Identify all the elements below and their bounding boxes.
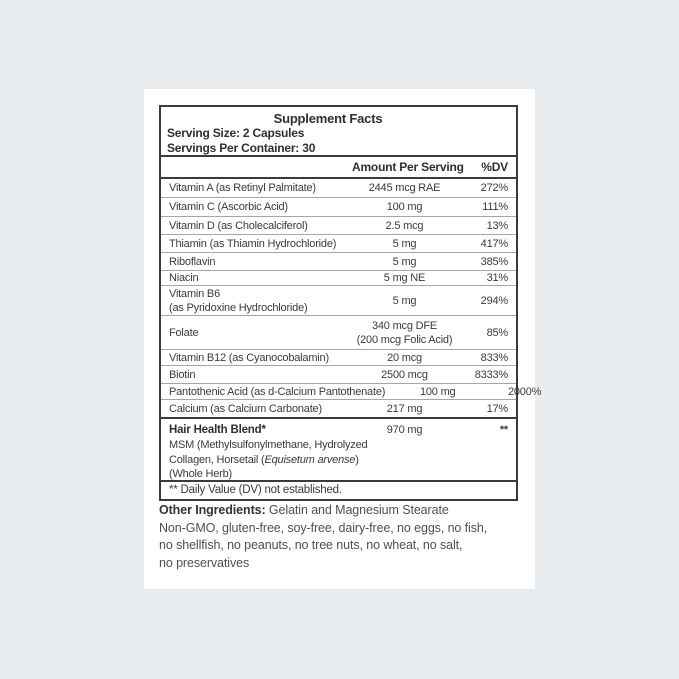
blend-dv: ** <box>499 423 508 436</box>
nutrient-dv: 13% <box>486 219 508 232</box>
nutrient-amount-line1: 340 mcg DFE <box>371 319 438 332</box>
nutrient-name-line1: Vitamin B6 <box>169 287 220 300</box>
nutrient-dv: 2000% <box>507 385 542 398</box>
allergen-line2: no shellfish, no peanuts, no tree nuts, no wheat, no salt, <box>159 538 463 552</box>
servings-per-container: Servings Per Container: 30 <box>167 141 316 155</box>
nutrient-dv: 8333% <box>474 368 508 381</box>
panel-title: Supplement Facts <box>273 111 383 126</box>
blend-name: Hair Health Blend* <box>169 423 266 436</box>
nutrient-row-biotin <box>161 366 516 384</box>
blend-row <box>161 422 516 437</box>
column-header-row <box>161 157 516 177</box>
blend-desc-post: ) <box>355 453 359 466</box>
nutrient-dv: 31% <box>486 272 508 284</box>
nutrient-name: Riboflavin <box>169 255 216 268</box>
nutrient-dv: 272% <box>480 182 508 194</box>
other-ingredients-value: Gelatin and Magnesium Stearate <box>268 503 449 517</box>
nutrient-row-thiamin <box>161 235 516 253</box>
nutrient-name <box>161 287 352 315</box>
nutrient-row-niacin <box>161 271 516 286</box>
column-header-dv: %DV <box>481 160 508 174</box>
nutrient-amount: 5 mg <box>392 255 417 268</box>
nutrient-dv: 385% <box>480 255 508 268</box>
blend-description-line2 <box>169 453 516 468</box>
nutrient-name: Niacin <box>169 272 199 284</box>
nutrient-name: Folate <box>169 326 199 339</box>
nutrient-dv: 85% <box>486 326 508 339</box>
supplement-facts-panel <box>159 105 542 501</box>
nutrient-dv: 17% <box>486 402 508 415</box>
nutrient-name: Vitamin B12 (as Cyanocobalamin) <box>169 351 329 364</box>
nutrient-name: Calcium (as Calcium Carbonate) <box>169 402 322 415</box>
nutrient-amount: 100 mg <box>386 201 423 213</box>
nutrient-row-vitamin-c <box>161 198 516 217</box>
nutrient-amount: 2445 mcg RAE <box>368 182 441 194</box>
nutrient-row-vitamin-d <box>161 217 516 235</box>
column-header-amount: Amount Per Serving <box>352 160 464 174</box>
nutrient-name: Thiamin (as Thiamin Hydrochloride) <box>169 237 337 250</box>
nutrient-dv: 294% <box>480 294 508 307</box>
nutrient-amount: 20 mcg <box>387 351 422 364</box>
nutrient-name: Vitamin C (Ascorbic Acid) <box>169 201 288 213</box>
nutrient-name: Vitamin A (as Retinyl Palmitate) <box>169 182 316 194</box>
supplement-facts-header <box>161 107 516 155</box>
nutrient-row-pantothenic-acid <box>161 384 542 400</box>
other-ingredients-label: Other Ingredients: <box>159 503 266 517</box>
allergen-line1: Non-GMO, gluten-free, soy-free, dairy-free, no eggs, no fish, <box>159 520 488 535</box>
nutrient-name: Biotin <box>169 368 196 381</box>
other-ingredients-line1 <box>159 502 524 520</box>
nutrient-amount: 2500 mcg <box>381 368 428 381</box>
hair-health-blend-section <box>161 419 516 480</box>
nutrient-row-folate <box>161 316 516 350</box>
nutrient-amount-line2: (200 mcg Folic Acid) <box>356 333 453 346</box>
blend-desc-latin-name: Equisetum arvense <box>264 453 356 466</box>
nutrient-amount: 5 mg <box>392 237 417 250</box>
nutrient-amount: 5 mg <box>392 294 417 307</box>
blend-description-line1: MSM (Methylsulfonylmethane, Hydrolyzed <box>169 439 368 451</box>
allergen-line3: no preservatives <box>159 555 250 570</box>
other-ingredients-section <box>159 502 524 572</box>
nutrient-amount: 100 mg <box>419 385 456 398</box>
blend-description <box>161 438 516 482</box>
serving-size: Serving Size: 2 Capsules <box>167 126 305 140</box>
blend-amount: 970 mg <box>386 423 423 436</box>
nutrient-name: Vitamin D (as Cholecalciferol) <box>169 219 308 232</box>
blend-description-line3: (Whole Herb) <box>169 468 233 480</box>
nutrient-amount: 5 mg NE <box>383 272 426 284</box>
daily-value-footnote: ** Daily Value (DV) not established. <box>169 483 342 496</box>
nutrient-row-riboflavin <box>161 253 516 271</box>
nutrient-amount <box>352 319 457 347</box>
nutrient-name-line2: (as Pyridoxine Hydrochloride) <box>169 301 308 314</box>
nutrient-row-vitamin-a <box>161 179 516 198</box>
nutrient-dv: 111% <box>482 201 508 213</box>
nutrient-row-calcium <box>161 400 516 417</box>
nutrient-name: Pantothenic Acid (as d-Calcium Pantothenate) <box>169 385 386 398</box>
nutrient-row-vitamin-b12 <box>161 350 516 366</box>
nutrient-amount: 2.5 mcg <box>385 219 424 232</box>
label-card <box>144 89 542 589</box>
nutrient-rows <box>161 179 542 417</box>
nutrient-dv: 833% <box>480 351 508 364</box>
nutrient-amount: 217 mg <box>386 402 423 415</box>
blend-desc-pre: Collagen, Horsetail ( <box>169 453 265 466</box>
nutrient-dv: 417% <box>480 237 508 250</box>
nutrient-row-vitamin-b6 <box>161 286 516 316</box>
